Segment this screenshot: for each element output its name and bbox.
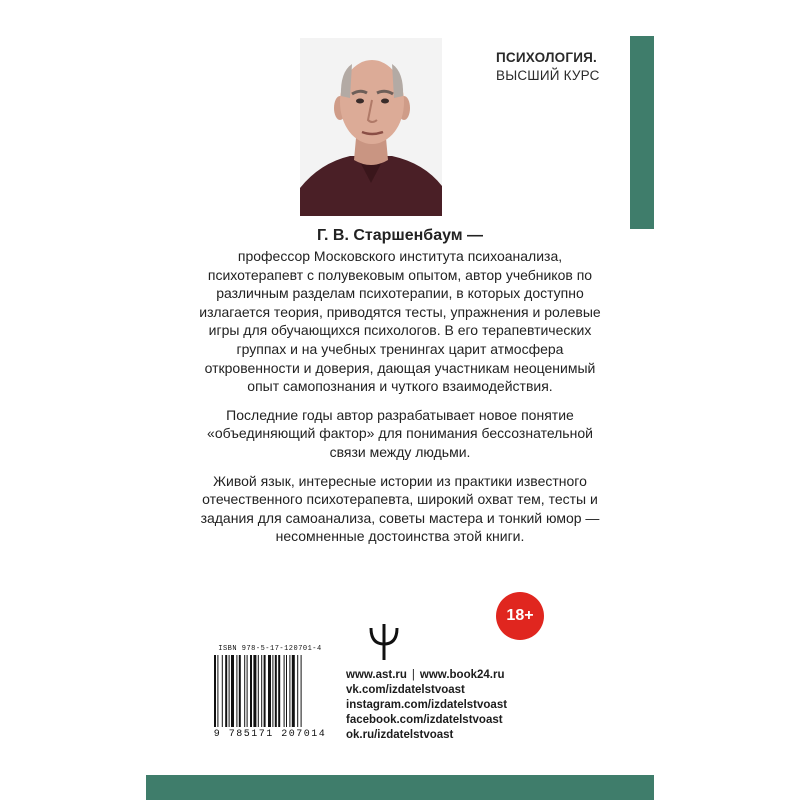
annotation-paragraph: Последние годы автор разрабатывает новое понятие «объединяющий фактор» для понимания бессознательной связи между людьми. — [207, 406, 593, 460]
barcode-bar — [253, 655, 256, 727]
annotation-paragraph: Живой язык, интересные истории из практики известного отечественного психотерапевта, широкий охват тем, тесты и задания для самоанализа, советы мастера и тонкий юмор — несомненные достоинства этой книги. — [200, 472, 600, 545]
barcode-bar — [286, 655, 287, 727]
isbn-label: ISBN 978-5-17-120701-4 — [218, 645, 322, 653]
barcode-bar — [292, 655, 295, 727]
link-instagram[interactable]: instagram.com/izdatelstvoast — [346, 699, 508, 711]
barcode-bar — [225, 655, 227, 727]
series-title — [496, 49, 626, 85]
barcode-bar — [222, 655, 223, 727]
barcode-bar — [284, 655, 285, 727]
barcode-bars — [210, 655, 330, 729]
series-title-line2: ВЫСШИЙ КУРС — [496, 68, 600, 83]
link-ast[interactable]: www.ast.ru — [346, 669, 407, 681]
author-name: Г. В. Старшенбаум — — [316, 227, 484, 244]
psi-symbol-icon — [364, 622, 404, 662]
link-book24[interactable]: www.book24.ru — [419, 669, 505, 681]
barcode-bar — [214, 655, 216, 727]
websites-row — [346, 668, 576, 683]
barcode-bar — [297, 655, 298, 727]
age-rating-badge: 18+ — [496, 592, 544, 640]
barcode-bar — [289, 655, 290, 727]
accent-stripe-right — [630, 36, 654, 229]
barcode-bar — [244, 655, 245, 727]
accent-band-bottom — [146, 775, 654, 800]
barcode-bar — [275, 655, 277, 727]
author-portrait-drawing — [300, 38, 442, 216]
barcode-bar — [258, 655, 259, 727]
barcode-bar — [261, 655, 262, 727]
barcode-bar — [217, 655, 218, 727]
barcode-bar — [236, 655, 237, 727]
link-ok[interactable]: ok.ru/izdatelstvoast — [346, 729, 454, 741]
annotation-text — [196, 225, 604, 556]
link-facebook[interactable]: facebook.com/izdatelstvoast — [346, 714, 503, 726]
author-portrait — [300, 38, 442, 216]
barcode-bar — [272, 655, 273, 727]
barcode-bar — [231, 655, 234, 727]
barcode-bar — [247, 655, 248, 727]
barcode-bar — [264, 655, 266, 727]
annotation-paragraph: профессор Московского института психоанализа, психотерапевт с полувековым опытом, автор учебников по различным разделам психотерапии, в которых доступно излагается теория, приводятся тесты, упражнения и ролевые игры для обучающихся психологов. В его терапевтических группах и на учебных тренингах царит атмосфера откровенности и доверия, дающая участникам неоценимый опыт самопознания и чуткого взаимодействия. — [199, 248, 601, 395]
isbn-barcode — [210, 645, 330, 745]
barcode-bar — [250, 655, 252, 727]
link-separator: | — [411, 669, 415, 681]
barcode-bar — [278, 655, 280, 727]
publisher-links — [346, 668, 576, 743]
series-title-line1: ПСИХОЛОГИЯ. — [496, 50, 597, 65]
barcode-bar — [301, 655, 302, 727]
barcode-bar — [239, 655, 241, 727]
barcode-bar — [268, 655, 271, 727]
barcode-bar — [229, 655, 230, 727]
barcode-digits: 9 785171 207014 — [213, 729, 327, 740]
link-vk[interactable]: vk.com/izdatelstvoast — [346, 684, 465, 696]
